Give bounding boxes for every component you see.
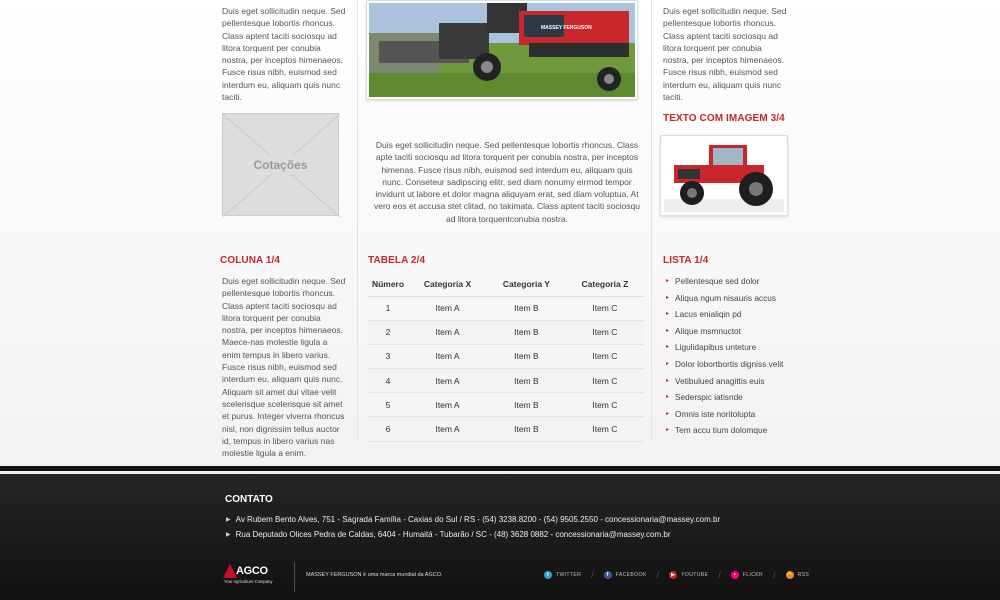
rss-link[interactable] xyxy=(786,571,810,579)
brand-text: MASSEY FERGUSON é uma marca mundial da AGCO. xyxy=(306,572,443,578)
column-divider-left xyxy=(357,0,358,440)
list-item xyxy=(666,375,783,392)
table-row xyxy=(368,296,644,320)
cotacoes-label: Cotações xyxy=(250,156,310,174)
list-item xyxy=(666,358,783,375)
arrow-icon: ▸ xyxy=(666,294,670,301)
separator: / xyxy=(656,570,660,580)
twitter-label: TWITTER xyxy=(556,572,582,578)
list-item-label: Pellentesque sed dolor xyxy=(675,276,760,286)
rss-label: RSS xyxy=(797,572,810,578)
twitter-icon: t xyxy=(544,571,552,579)
twitter-link[interactable] xyxy=(544,571,581,579)
address-line-1 xyxy=(226,515,720,524)
list-item-label: Omnis iste noritolupta xyxy=(675,408,756,419)
list-item xyxy=(666,408,783,425)
top-right-text: Duis eget sollicitudin neque. Sed pellentesque lobortis rhoncus. Class aptent taciti sociosqu ad litora torquent per conubia nostra, per inceptos himenaeos. Fusce risus nibh, euismod sed interdum eu, aliquam quis nunc taciti. xyxy=(663,6,787,103)
coluna-text: Duis eget sollicitudin neque. Sed pellentesque lobortis rhoncus. Class aptent taciti sociosqu ad litora torquent per conubia nostra, per inceptos himenaeos. Maece-nas molestie ligula a enim tempus in libero varius. Fusce risus nibh, euismod sed interdum eu, aliquam quis nunc. Aliquam sit amet dui vitae velit scelerisque scelerisque sit amet et purus. Integer viverra rhoncus nisl, non dignissim tellus auctor id, tempus in libero varius nas molestie ligula a enim. xyxy=(222,276,346,459)
arrow-icon: ▸ xyxy=(666,327,670,334)
separator: / xyxy=(591,570,594,580)
list-item xyxy=(666,308,783,325)
arrow-icon: ▸ xyxy=(666,311,670,318)
agco-triangle-icon xyxy=(223,564,237,578)
youtube-link[interactable] xyxy=(669,571,708,579)
rss-icon: ◠ xyxy=(787,572,792,578)
social-links xyxy=(544,570,809,580)
list-item-label: Sederspic iatisnde xyxy=(675,392,743,403)
center-text: Duis eget sollicitudin neque. Sed pellentesque lobortis rhoncus. Class apte taciti sociosqu ad litora torquent per conubia nostra, per inceptos himenas. Fusce risus nibh, euismod sed interdum eu, aliquam quis nunc. Conseteur sadipscing elitr, sed diam nonumy eirmod tempor invidunt ut labore et dolor magna aliquyam erat, sed diam voluptua. At vero eos et accusa stet clitad, no takimata. Class aptent taciti sociosqu ad litora torquentconubia nostra. xyxy=(374,140,640,224)
triangle-bullet-icon: ▶ xyxy=(226,532,231,538)
list-item-label: Aliqua ngum nisauris accus xyxy=(675,292,776,303)
logo-tagline: Your Agriculture Company xyxy=(224,579,273,584)
table-cell: 3 xyxy=(368,344,408,368)
table-cell: Item A xyxy=(408,369,487,393)
combine-harvester-photo xyxy=(366,0,638,100)
footer-title: CONTATO xyxy=(225,494,273,505)
table-header-row xyxy=(368,272,644,296)
table-cell: 6 xyxy=(368,417,408,441)
flickr-label: FLICKR xyxy=(742,572,764,578)
table-cell: Item B xyxy=(487,320,566,344)
list-item-label: Dolor lobortbortis digniss velit xyxy=(675,358,784,369)
footer-top-bar xyxy=(0,466,1000,471)
flickr-link[interactable] xyxy=(731,571,763,579)
arrow-icon: ▸ xyxy=(666,394,670,401)
youtube-icon: ▶ xyxy=(671,572,676,578)
agco-logo[interactable] xyxy=(223,563,283,587)
list-item-label: Vetibulued anagittis euis xyxy=(675,375,765,386)
list-item xyxy=(666,341,783,358)
list-item-label: Tem accu tium dolomque xyxy=(675,425,768,436)
table-cell: Item B xyxy=(487,393,566,417)
table-row xyxy=(368,344,644,368)
table-cell: 5 xyxy=(368,393,408,417)
address-2-text: Rua Deputado Olices Pedra de Caldas, 6404 - Humaitá - Tubarão / SC - (48) 3628 0882 - concessionaria@massey.com.br xyxy=(235,530,671,539)
table-cell: Item B xyxy=(487,369,566,393)
top-left-text: Duis eget sollicitudin neque. Sed pellentesque lobortis rhoncus. Class aptent taciti sociosqu ad litora torquent per conubia nostra, per inceptos himenaeos. Fusce risus nibh, euismod sed interdum eu, aliquam quis nunc taciti. xyxy=(222,6,346,103)
table-row xyxy=(368,320,644,344)
arrow-icon: ▸ xyxy=(666,427,670,434)
table-header-numero: Número xyxy=(368,272,408,296)
column-divider-right xyxy=(651,0,652,440)
list-item-label: Alique msmnuctot xyxy=(675,325,741,336)
youtube-label: YOUTUBE xyxy=(681,572,709,578)
table-cell: Item C xyxy=(566,296,644,320)
table-cell: Item A xyxy=(408,296,487,320)
table-cell: 1 xyxy=(368,296,408,320)
table-row xyxy=(368,417,644,441)
table-cell: Item C xyxy=(566,344,644,368)
logo-name: AGCO xyxy=(236,565,268,577)
table-cell: Item A xyxy=(408,393,487,417)
separator: / xyxy=(718,570,721,580)
table-row xyxy=(368,393,644,417)
address-1-text: Av Rubem Bento Alves, 751 - Sagrada Família - Caxias do Sul / RS - (54) 3238.8200 - (54) 9505.2550 - concessionaria@massey.com.br xyxy=(235,515,721,524)
table-cell: Item C xyxy=(566,369,644,393)
red-tractor-photo xyxy=(660,135,788,216)
harvester-brand-text: MASSEY FERGUSON xyxy=(541,25,592,31)
table-cell: Item B xyxy=(487,296,566,320)
list-item-label: Ligulidapibus unteture xyxy=(675,342,757,353)
table-cell: Item C xyxy=(566,320,644,344)
table-cell: Item A xyxy=(408,344,487,368)
table-cell: Item C xyxy=(566,417,644,441)
list-item xyxy=(666,391,783,408)
table-header-categoria-z: Categoria Z xyxy=(566,272,644,296)
list-item xyxy=(666,424,783,441)
bullet-list xyxy=(666,275,783,441)
table-cell: Item B xyxy=(487,344,566,368)
separator: / xyxy=(773,570,776,580)
tabela-heading: TABELA 2/4 xyxy=(368,255,426,266)
list-item xyxy=(666,325,783,342)
texto-imagem-heading: TEXTO COM IMAGEM 3/4 xyxy=(663,113,785,124)
table-cell: Item B xyxy=(487,417,566,441)
lista-heading: LISTA 1/4 xyxy=(663,255,709,266)
table-cell: Item C xyxy=(566,393,644,417)
flickr-icon: • xyxy=(731,571,739,579)
table-cell: 4 xyxy=(368,369,408,393)
list-item-label: Lacus enialiqin pd xyxy=(675,309,742,320)
arrow-icon: ▸ xyxy=(666,278,670,284)
arrow-icon: ▸ xyxy=(666,377,670,384)
table-header-categoria-x: Categoria X xyxy=(408,272,487,296)
facebook-link[interactable] xyxy=(604,571,647,579)
table-cell: Item A xyxy=(408,320,487,344)
facebook-label: FACEBOOK xyxy=(615,572,647,578)
table-row xyxy=(368,369,644,393)
table-header-categoria-y: Categoria Y xyxy=(487,272,566,296)
arrow-icon: ▸ xyxy=(666,344,670,351)
data-table xyxy=(368,272,644,442)
table-cell: 2 xyxy=(368,320,408,344)
table-cell: Item A xyxy=(408,417,487,441)
arrow-icon: ▸ xyxy=(666,410,670,417)
arrow-icon: ▸ xyxy=(666,360,670,367)
triangle-bullet-icon: ▶ xyxy=(226,517,231,523)
address-line-2 xyxy=(226,530,670,539)
coluna-heading: COLUNA 1/4 xyxy=(220,255,281,266)
list-item xyxy=(666,292,783,309)
footer-divider xyxy=(294,562,295,592)
cotacoes-placeholder[interactable] xyxy=(222,113,339,216)
facebook-icon: f xyxy=(604,571,612,579)
list-item xyxy=(666,275,783,292)
footer xyxy=(0,474,1000,600)
